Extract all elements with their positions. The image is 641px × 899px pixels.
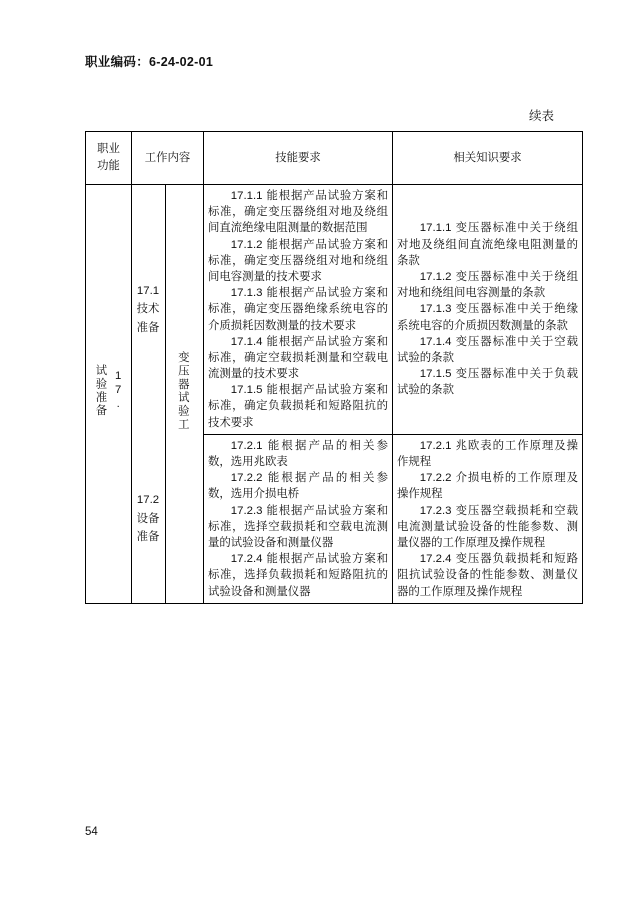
skill-item: 17.1.1 能根据产品试验方案和标准，确定变压器绕组对地及绕组间直流绝缘电阻测量的数据范围 (208, 190, 388, 235)
skill-item: 17.1.5 能根据产品试验方案和标准，确定负载损耗和短路阻抗的技术要求 (208, 384, 388, 429)
skill-item: 17.2.1 能根据产品的相关参数，选用兆欧表 (208, 439, 388, 468)
header-job-function-line1: 职业 (97, 142, 120, 155)
skill-item: 17.2.3 能根据产品试验方案和标准，选择空载损耗和空载电流测量的试验设备和测量仪器 (208, 504, 388, 549)
knowledge-cell-172 (393, 434, 583, 603)
header-knowledge-requirements: 相关知识要求 (393, 132, 583, 185)
knowledge-item: 17.1.5 变压器标准中关于负载试验的条款 (397, 368, 578, 397)
work-content-label: 变压器试验工 (176, 351, 189, 432)
skill-cell-172 (204, 434, 393, 603)
header-work-content: 工作内容 (132, 132, 204, 185)
knowledge-item: 17.2.3 变压器空载损耗和空载电流测量试验设备的性能参数、测量仪器的工作原理及操作规程 (397, 504, 578, 549)
job-function-name: 试验准备 (94, 364, 107, 419)
header-skill-requirements: 技能要求 (204, 132, 393, 185)
skill-item: 17.1.2 能根据产品试验方案和标准，确定变压器绕组对地和绕组间电容测量的技术要求 (208, 238, 388, 283)
skill-item: 17.1.3 能根据产品试验方案和标准，确定变压器绝缘系统电容的介质损耗因数测量的技术要求 (208, 287, 388, 332)
skill-item: 17.2.4 能根据产品试验方案和标准，选择负载损耗和短路阻抗的试验设备和测量仪器 (208, 553, 388, 598)
skill-item: 17.1.4 能根据产品试验方案和标准，确定空载损耗测量和空载电流测量的技术要求 (208, 335, 388, 381)
knowledge-item: 17.1.1 变压器标准中关于绕组对地及绕组间直流绝缘电阻测量的条款 (397, 222, 578, 267)
job-function-number: 17. (112, 370, 125, 413)
header-job-function (86, 132, 132, 185)
job-code-heading: 职业编码：6-24-02-01 (85, 55, 214, 69)
table-header-row (86, 132, 583, 185)
sub-code-text: 17.2 设备 准备 (136, 494, 160, 543)
knowledge-item: 17.1.2 变压器标准中关于绕组对地和绕组间电容测量的条款 (397, 270, 578, 300)
header-job-function-line2: 功能 (97, 160, 120, 172)
knowledge-item: 17.1.4 变压器标准中关于空载试验的条款 (397, 335, 578, 364)
sub-code-cell (132, 434, 165, 603)
sub-code-divider (165, 185, 166, 604)
knowledge-item: 17.2.4 变压器负载损耗和短路阻抗试验设备的性能参数、测量仪器的工作原理及操作规程 (397, 553, 578, 598)
page-number: 54 (85, 826, 98, 838)
knowledge-item: 17.2.1 兆欧表的工作原理及操作规程 (397, 439, 578, 468)
continued-table-label: 续表 (528, 109, 554, 123)
sub-code-text: 17.1 技术 准备 (136, 285, 160, 334)
skill-cell-171 (204, 185, 393, 435)
sub-code-cell (132, 185, 165, 435)
knowledge-item: 17.1.3 变压器标准中关于绝缘系统电容的介质损因数测量的条款 (397, 303, 578, 332)
skill-item: 17.2.2 能根据产品的相关参数，选用介损电桥 (208, 472, 388, 501)
job-function-cell (86, 185, 132, 604)
knowledge-item: 17.2.2 介损电桥的工作原理及操作规程 (397, 472, 578, 501)
knowledge-cell-171 (393, 185, 583, 435)
